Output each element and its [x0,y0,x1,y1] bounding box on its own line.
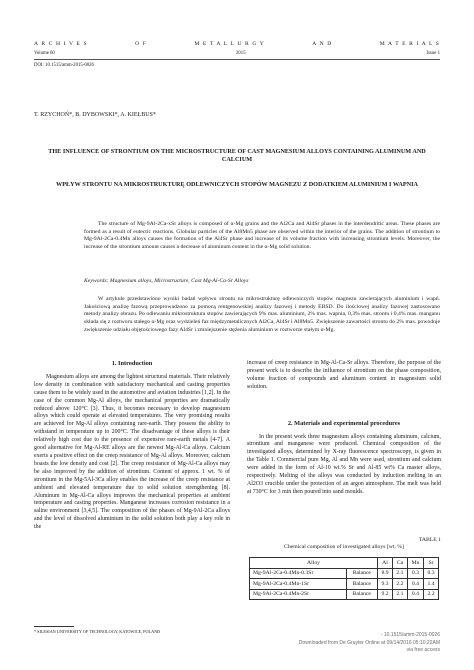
table-header-cell: Ca [392,558,407,569]
journal-name-part: O F [135,41,147,47]
table-cell: Mg-9Al-2Ca-0.4Mn-1Sr [250,579,347,590]
footnote-rule [34,626,74,627]
table-cell: 0.3 [407,568,423,579]
composition-table [249,557,439,600]
table-header-row [250,558,439,569]
table-cell: 2.1 [392,589,407,600]
table-header-cell: Alloy [250,558,378,569]
download-watermark [299,632,440,655]
table-header-cell: Mn [407,558,423,569]
keywords-label: Keywords: [84,278,109,284]
table-cell: Balance [346,589,378,600]
journal-name-part: A R C H I V E S [34,41,88,47]
table-cell: 9.3 [378,579,393,590]
table-row [250,579,439,590]
keywords [84,278,249,284]
journal-name-part: M A T E R I A L S [379,41,440,47]
table-cell: 0.4 [407,589,423,600]
journal-volume: Volume 60 [34,51,55,56]
table-cell: 1.4 [424,579,439,590]
journal-name-part: M E T A L L U R G Y [194,41,265,47]
title-english: THE INFLUENCE OF STRONTIUM ON THE MICROSTRUCTURE OF CAST MAGNESIUM ALLOYS CONTAINING ALUMINUM AND CALCIUM [48,148,426,163]
table-cell: 9.2 [378,589,393,600]
journal-issue: Issue 1 [426,51,440,56]
table-cell: 0.3 [424,568,439,579]
watermark-doi: - 10.1515/amm-2015-0026 [380,632,440,638]
title-polish: WPŁYW STRONTU NA MIKROSTRUKTURĘ ODLEWNICZYCH STOPÓW MAGNEZU Z DODATKIEM ALUMINIUM I WAPNIA [56,181,418,188]
introduction-text: Magnesium alloys are among the lightest structural materials. Their relatively low density in combination with satisfactory mechanical and casting properties cause them to be widely used in the automotive and aviation industries [1,2]. In the case of the common Mg-Al alloys, the mechanical properties are dramatically reduced above 120°C [3]. Thus, it becomes necessary to develop magnesium alloys which could operate at elevated temperatures. The very promising results are achieved for Mg-Al alloys containing rare-earth. They possess the ability to withstand in temperature up to 200°C. The disadvantage of these alloys is their relatively high cost due to the presence of expensive rare-earth metals [4-7]. A good alternative for Mg-Al-RE alloys are the newest Mg-Al-Ca alloys. Calcium exerts a positive effect on the creep resistance of Mg-Al alloys. Moreover, calcium boasts the low density and cost [2]. The creep resistance of Mg-Al-Ca alloys may be also improved by the addition of strontium. Content of approx. 1 wt. % of strontium in the Mg-5Al-3Ca alloy enables the increase of the creep resistance at ambient and elevated temperature due to solid solution strengthening [8]. Aluminum in Mg-Al-Ca alloys improves the mechanical properties at ambient temperature and casting properties. Manganese increases corrosion resistance in a saline environment [3,4,5]. The composition of the phases of Mg-9Al-2Ca alloys and the level of dissolved aluminium in the solid solution both play a key role in the [34,373,230,531]
footnote: * SILESIAN UNIVERSITY OF TECHNOLOGY, KATOWICE, POLAND [34,629,161,634]
table-cell: Balance [346,579,378,590]
table-cell: 8.9 [378,568,393,579]
doi: DOI: 10.1515/amm-2015-0026 [34,63,94,68]
journal-year: 2015 [235,51,246,56]
table-cell: 2.2 [424,589,439,600]
table-cell: 2.1 [392,568,407,579]
journal-name-part: A N D [312,41,333,47]
table-caption [247,537,441,550]
header-rule [34,59,440,60]
keywords-text: Magnesium alloys, Microstructure, Cast Mg-Al-Ca-Sr Alloys [109,278,249,284]
right-column [247,360,441,497]
table-header-cell: Sr [424,558,439,569]
left-column [34,360,230,532]
introduction-continued-text: increase of creep resistance in Mg-Al-Ca-Sr alloys. Therefore, the purpose of the present work is to describe the influence of strontium on the phase composition, volume fraction of compounds and aluminum content in magnesium solid solution. [247,360,441,390]
table-row [250,568,439,579]
table-number: TABLE 1 [418,537,441,543]
table-cell: Balance [346,568,378,579]
table-cell: 2.2 [392,579,407,590]
table-row [250,589,439,600]
section-heading-materials: 2. Materials and experimental procedures [287,419,401,427]
abstract-english: The structure of Mg-9Al-2Ca-xSr alloys is composed of α-Mg grains and the Al2Ca and Al4Sr phases in the interdendritic areas. These phases are formed as a result of eutectic reactions. Globular particles of the Al8Mn5 phase are observed within the interior of the grains. The addition of strontium to Mg-9Al-2Ca-0.4Mn alloys causes the formation of the Al4Sr phase and increase of its volume fraction with increasing strontium levels. Moreover, the increase of the strontium amount causes a decrease of aluminum content in the α-Mg solid solution. [84,221,440,251]
table-cell: Mg-9Al-2Ca-0.4Mn-0.3Sr [250,568,347,579]
authors: T. RZYCHOŃ*, B. DYBOWSKI*, A. KIEŁBUS* [34,112,156,118]
watermark-download: Downloaded from De Gruyter Online at 09/14/2016 05:10:22AM [298,639,440,646]
section-heading-introduction: 1. Introduction [111,360,153,367]
abstract-polish: W artykule przedstawiono wyniki badań wpływu strontu na mikrostrukturę odlewniczych stopów magnezu zawierających aluminium i wapń. Jakościową analizę fazową przeprowadzono za pomocą rentgenowskiej analizy fazowej i metody EBSD. Do ilościowej analizy fazowej zastosowano metody analizy obrazu. Po odlewaniu mikrostruktura stopów zawierających 9% mas. aluminium, 2% mas. wapnia, 0,3% mas. strontu i 0,4% mas. manganu składa się z roztworu stałego α-Mg oraz wydzieleń faz międzymetalicznych Al2Ca, Al4Sr i Al8Mn5. Zwiększenie zawartości strontu do 2% mas. powoduje zwiększenie udziału objętościowego fazy Al4Sr i zmniejszenie stężenia aluminium w roztworze stałym α-Mg. [84,296,440,333]
journal-info [34,51,440,56]
table-title: Chemical composition of investigated alloys [wt. %] [284,544,404,550]
table-cell: Mg-9Al-2Ca-0.4Mn-2Sr [250,589,347,600]
watermark-access: via free access [406,647,440,654]
table-header-cell: Al [378,558,393,569]
journal-name [34,41,440,47]
table-cell: 0.4 [407,579,423,590]
materials-text: In the present work three magnesium alloys containing aluminum, calcium, strontium and manganese were produced. Chemical composition of the investigated alloys, determined by X-ray fluorescence spectroscopy, is given in the Table 1. Commercial pure Mg, Al and Mn were used, strontium and calcium were added in the form of Al-10 wt.% Sr and Al-85 wt% Ca master alloys, respectively. Melting of the alloys was conducted by induction melting in an Al2O3 crucible under the protection of an argon atmosphere. The melt was held at 730°C for 3 min then poured into sand moulds. [247,433,441,495]
